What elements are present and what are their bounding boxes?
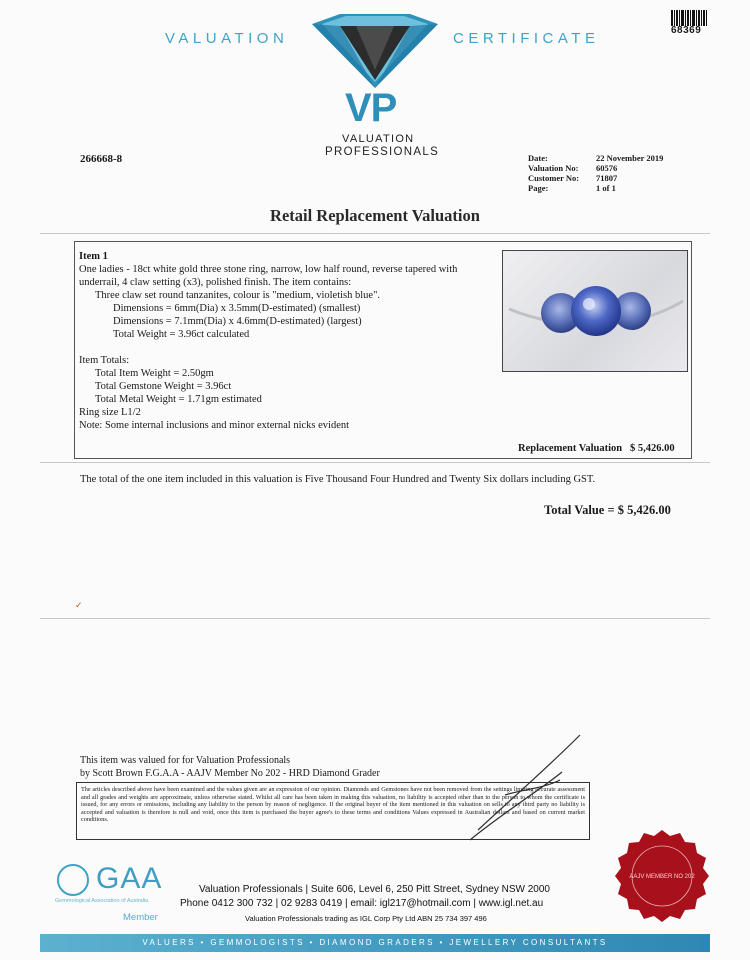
item-total-weight: Total Weight = 3.96ct calculated	[113, 329, 250, 340]
disclaimer: The articles described above have been examined and the values given are an expression of our opinion. Diamonds and Gemstones have not been removed from the settings limiting accurate assessment and all grades and weights are approximate, unless otherwise stated. Whilst all care has been taken in making this valuation, no liability is accepted other than to the person to whom the certificate is issued, for any errors or omissions, including any liability to the person by reason of negligence. If the original buyer of the item mentioned in this valuation on sells to any third party no liability is accepted and valuation is therefore is null and void, once this item is purchased the buyer agree's to these terms and conditions Values expressed in Australian dollars and based on current market conditions.	[76, 782, 590, 840]
total-value: Total Value = $ 5,426.00	[544, 503, 671, 517]
total-in-words: The total of the one item included in this valuation is Five Thousand Four Hundred and Twenty Six dollars including GST.	[80, 474, 596, 485]
fold-line	[40, 618, 710, 619]
valuer-line1: This item was valued for for Valuation Professionals	[80, 755, 291, 766]
totals-heading: Item Totals:	[79, 355, 130, 366]
fold-line	[40, 462, 710, 463]
reference-number: 266668-8	[80, 153, 123, 165]
footer-trading: Valuation Professionals trading as IGL Corp Pty Ltd ABN 25 734 397 496	[245, 914, 487, 923]
total-metal-weight: Total Metal Weight = 1.71gm estimated	[95, 394, 262, 405]
wax-seal-icon	[614, 828, 710, 924]
barcode-icon	[671, 10, 707, 26]
ring-size: Ring size L1/2	[79, 407, 141, 418]
diamond-logo-icon	[312, 14, 438, 88]
footer-band: VALUERS • GEMMOLOGISTS • DIAMOND GRADERS • JEWELLERY CONSULTANTS	[40, 934, 710, 952]
gaa-subtitle: Gemmological Association of Australia	[55, 898, 149, 904]
header-right-word: CERTIFICATE	[453, 30, 600, 47]
vp-logo-letters: VP	[345, 86, 397, 130]
total-gemstone-weight: Total Gemstone Weight = 3.96ct	[95, 381, 232, 392]
valuer-statement	[80, 754, 380, 780]
header-left-word: VALUATION	[165, 30, 289, 47]
item-desc-line1: One ladies - 18ct white gold three stone ring, narrow, low half round, reverse tapered with	[79, 264, 458, 275]
document-title: Retail Replacement Valuation	[270, 206, 480, 225]
gaa-emblem-icon	[57, 864, 89, 896]
tick-mark-icon: ✓	[75, 600, 83, 610]
fold-line	[40, 233, 710, 234]
total-item-weight: Total Item Weight = 2.50gm	[95, 368, 214, 379]
valuer-line2: by Scott Brown F.G.A.A - AAJV Member No 202 - HRD Diamond Grader	[80, 768, 380, 779]
replacement-valuation: Replacement Valuation $ 5,426.00	[518, 443, 675, 454]
meta-row: Page: 1 of 1	[528, 183, 616, 193]
item-description	[79, 250, 509, 432]
footer-contact: Phone 0412 300 732 | 02 9283 0419 | email: igl217@hotmail.com | www.igl.net.au	[180, 898, 544, 909]
logo-name-line2: PROFESSIONALS	[325, 146, 440, 158]
ring-photo	[502, 250, 688, 372]
gaa-member: Member	[123, 912, 158, 923]
item-stones: Three claw set round tanzanites, colour is "medium, violetish blue".	[95, 290, 380, 301]
item-heading: Item 1	[79, 251, 108, 262]
footer-address: Valuation Professionals | Suite 606, Level 6, 250 Pitt Street, Sydney NSW 2000	[199, 884, 550, 895]
meta-row: Date: 22 November 2019	[528, 153, 664, 163]
gaa-logo: GAA	[96, 862, 163, 895]
barcode-number: 68369	[671, 25, 702, 36]
seal-text: AAJV MEMBER NO 202	[629, 874, 695, 880]
item-dim-large: Dimensions = 7.1mm(Dia) x 4.6mm(D-estimated) (largest)	[113, 316, 362, 327]
logo-name-line1: VALUATION	[342, 133, 415, 145]
meta-row: Customer No: 71807	[528, 173, 618, 183]
item-dim-small: Dimensions = 6mm(Dia) x 3.5mm(D-estimated) (smallest)	[113, 303, 361, 314]
item-desc-line2: underrail, 4 claw setting (x3), polished finish. The item contains:	[79, 277, 352, 288]
meta-block	[528, 153, 663, 193]
tanzanite-ring-image-icon	[503, 251, 688, 372]
meta-row: Valuation No: 60576	[528, 163, 618, 173]
item-note: Note: Some internal inclusions and minor external nicks evident	[79, 420, 350, 431]
